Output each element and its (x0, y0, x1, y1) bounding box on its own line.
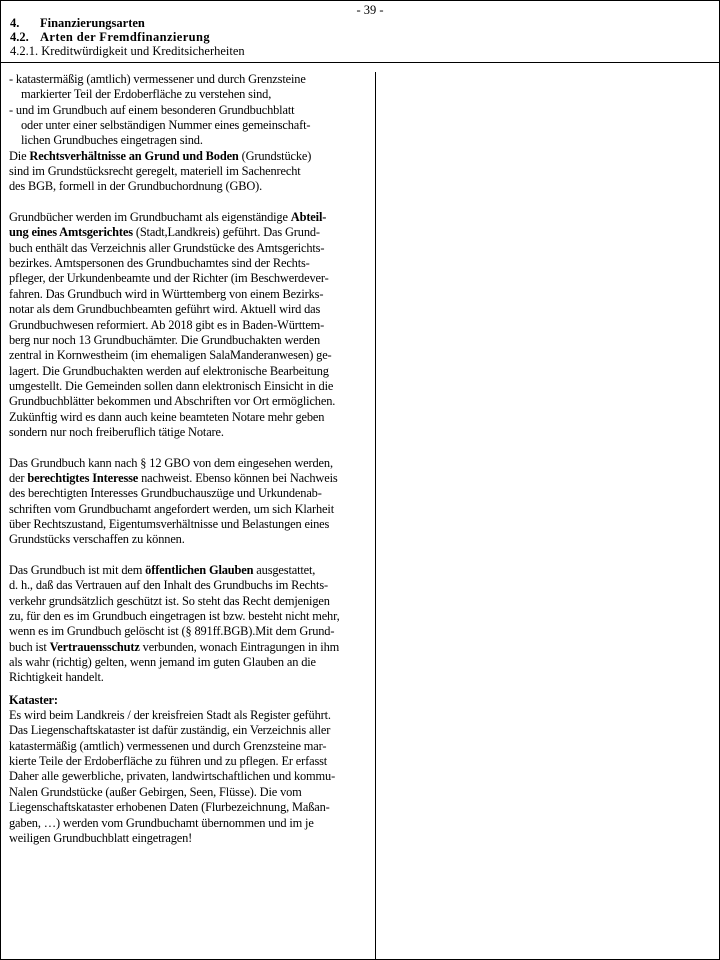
chapter-heading (10, 17, 145, 30)
text-line: Grundbuchwesen reformiert. Ab 2018 gibt es in Baden-Württem- (9, 317, 325, 332)
text-run: (Stadt,Landkreis) geführt. Das Grund- (132, 225, 320, 240)
section-number: 4.2. (10, 30, 29, 44)
text-run: verbunden, wonach Eintragungen in ihm (139, 639, 340, 654)
bold-term: Kataster: (9, 692, 58, 707)
text-line: oder unter einer selbständigen Nummer eines gemeinschaft- (21, 118, 311, 133)
header-divider (0, 62, 720, 63)
text-line: fahren. Das Grundbuch wird in Württemberg von einem Bezirks- (9, 286, 324, 301)
bold-term: öffentlichen Glauben (145, 563, 254, 577)
text-line: Daher alle gewerbliche, privaten, landwirtschaftlichen und kommu- (9, 769, 336, 784)
text-line (9, 563, 381, 578)
text-line: zentral in Kornwestheim (im ehemaligen SalaManderanwesen) ge- (9, 348, 332, 363)
text-line: Es wird beim Landkreis / der kreisfreien Stadt als Register geführt. (9, 708, 331, 723)
kataster-heading (9, 693, 381, 708)
text-line: umgestellt. Die Gemeinden sollen dann elektronisch Einsicht in die (9, 378, 334, 393)
text-line: pfleger, der Urkundenbeamte und der Richter (im Beschwerdever- (9, 271, 329, 286)
text-line: - und im Grundbuch auf einem besonderen Grundbuchblatt (9, 102, 295, 117)
text-line (9, 149, 381, 164)
chapter-title: Finanzierungsarten (40, 16, 145, 30)
text-line: markierter Teil der Erdoberfläche zu verstehen sind, (21, 87, 272, 102)
text-line: kierte Teile der Erdoberfläche zu führen und zu pflegen. Er erfasst (9, 754, 328, 769)
section-heading (10, 31, 210, 44)
text-line: sondern nur noch freiberuflich tätige Notare. (9, 424, 224, 439)
text-line: sind im Grundstücksrecht geregelt, materiell im Sachenrecht (9, 164, 301, 179)
bold-term: Abteil- (290, 210, 327, 225)
text-line: lichen Grundbuches eingetragen sind. (21, 133, 203, 148)
bold-term: Rechtsverhältnisse an Grund und Boden (29, 148, 239, 163)
text-run: Grundbücher werden im Grundbuchamt als eigenständige (9, 210, 291, 225)
text-line: weiligen Grundbuchblatt eingetragen! (9, 830, 193, 845)
text-line: lagert. Die Grundbuchakten werden auf elektronische Bearbeitung (9, 363, 329, 378)
text-line: Richtigkeit handelt. (9, 670, 104, 685)
text-line: katastermäßig (amtlich) vermessenen und durch Grenzsteine mar- (9, 738, 327, 753)
page-header (0, 0, 720, 62)
text-line: Das Grundbuch kann nach § 12 GBO von dem eingesehen werden, (9, 455, 333, 470)
text-line: berg nur noch 13 Grundbuchämter. Die Grundbuchakten werden (9, 332, 321, 347)
text-line: gaben, …) werden vom Grundbuchamt übernommen und im je (9, 815, 314, 830)
text-line: buch enthält das Verzeichnis aller Grundstücke des Amtsgerichts- (9, 240, 325, 255)
text-line: über Rechtszustand, Eigentumsverhältnisse und Belastungen eines (9, 516, 330, 531)
text-line (9, 471, 381, 486)
bold-term: Vertrauensschutz (49, 639, 140, 654)
section-title: Arten der Fremdfinanzierung (40, 30, 211, 44)
text-line: Nalen Grundstücke (außer Gebirgen, Seen, Flüsse). Die vom (9, 784, 302, 799)
text-line: Zukünftig wird es dann auch keine beamteten Notare mehr geben (9, 409, 325, 424)
text-run: nachweist. Ebenso können bei Nachweis (138, 470, 338, 485)
text-run: Die (9, 148, 30, 163)
text-run: der (9, 470, 28, 485)
chapter-number: 4. (10, 16, 20, 30)
text-line: als wahr (richtig) gelten, wenn jemand im guten Glauben an die (9, 655, 316, 670)
text-line: Grundstücks verschaffen zu können. (9, 532, 185, 547)
text-line: verkehr grundsätzlich geschützt ist. So steht das Recht demjenigen (9, 593, 330, 608)
text-line: bezirkes. Amtspersonen des Grundbuchamtes sind der Rechts- (9, 256, 310, 271)
text-run: buch ist (9, 639, 50, 654)
page-number: - 39 - (356, 3, 384, 17)
text-line: schriften vom Grundbuchamt angefordert werden, um sich Klarheit (9, 501, 334, 516)
text-run: (Grundstücke) (238, 148, 312, 163)
bold-term: berechtigtes Interesse (27, 470, 139, 485)
text-line (9, 225, 381, 240)
text-line: zu, für den es im Grundbuch eingetragen ist bzw. besteht nicht mehr, (9, 609, 340, 624)
main-text-column (9, 72, 381, 846)
text-line: Liegenschaftskataster erhobenen Daten (Flurbezeichnung, Maßan- (9, 800, 330, 815)
text-line: d. h., daß das Vertrauen auf den Inhalt des Grundbuchs im Rechts- (9, 578, 328, 593)
text-line: wenn es im Grundbuch gelöscht ist (§ 891ff.BGB).Mit dem Grund- (9, 624, 335, 639)
text-line: notar als dem Grundbuchbeamten geführt wird. Aktuell wird das (9, 302, 321, 317)
text-line: des berechtigten Interesses Grundbuchauszüge und Urkundenab- (9, 486, 322, 501)
text-line: Grundbuchblätter bekommen und Abschriften vor Ort ermöglichen. (9, 394, 336, 409)
subsection-heading: 4.2.1. Kreditwürdigkeit und Kreditsicherheiten (10, 44, 245, 58)
text-line: - katastermäßig (amtlich) vermessener und durch Grenzsteine (9, 72, 306, 86)
bold-term: ung eines Amtsgerichtes (9, 225, 133, 240)
text-line: Das Liegenschaftskataster ist dafür zuständig, ein Verzeichnis aller (9, 723, 331, 738)
text-line (9, 210, 381, 225)
text-run: ausgestattet, (253, 563, 316, 577)
text-line (9, 640, 381, 655)
text-run: Das Grundbuch ist mit dem (9, 563, 146, 577)
text-line: des BGB, formell in der Grundbuchordnung (GBO). (9, 179, 263, 194)
